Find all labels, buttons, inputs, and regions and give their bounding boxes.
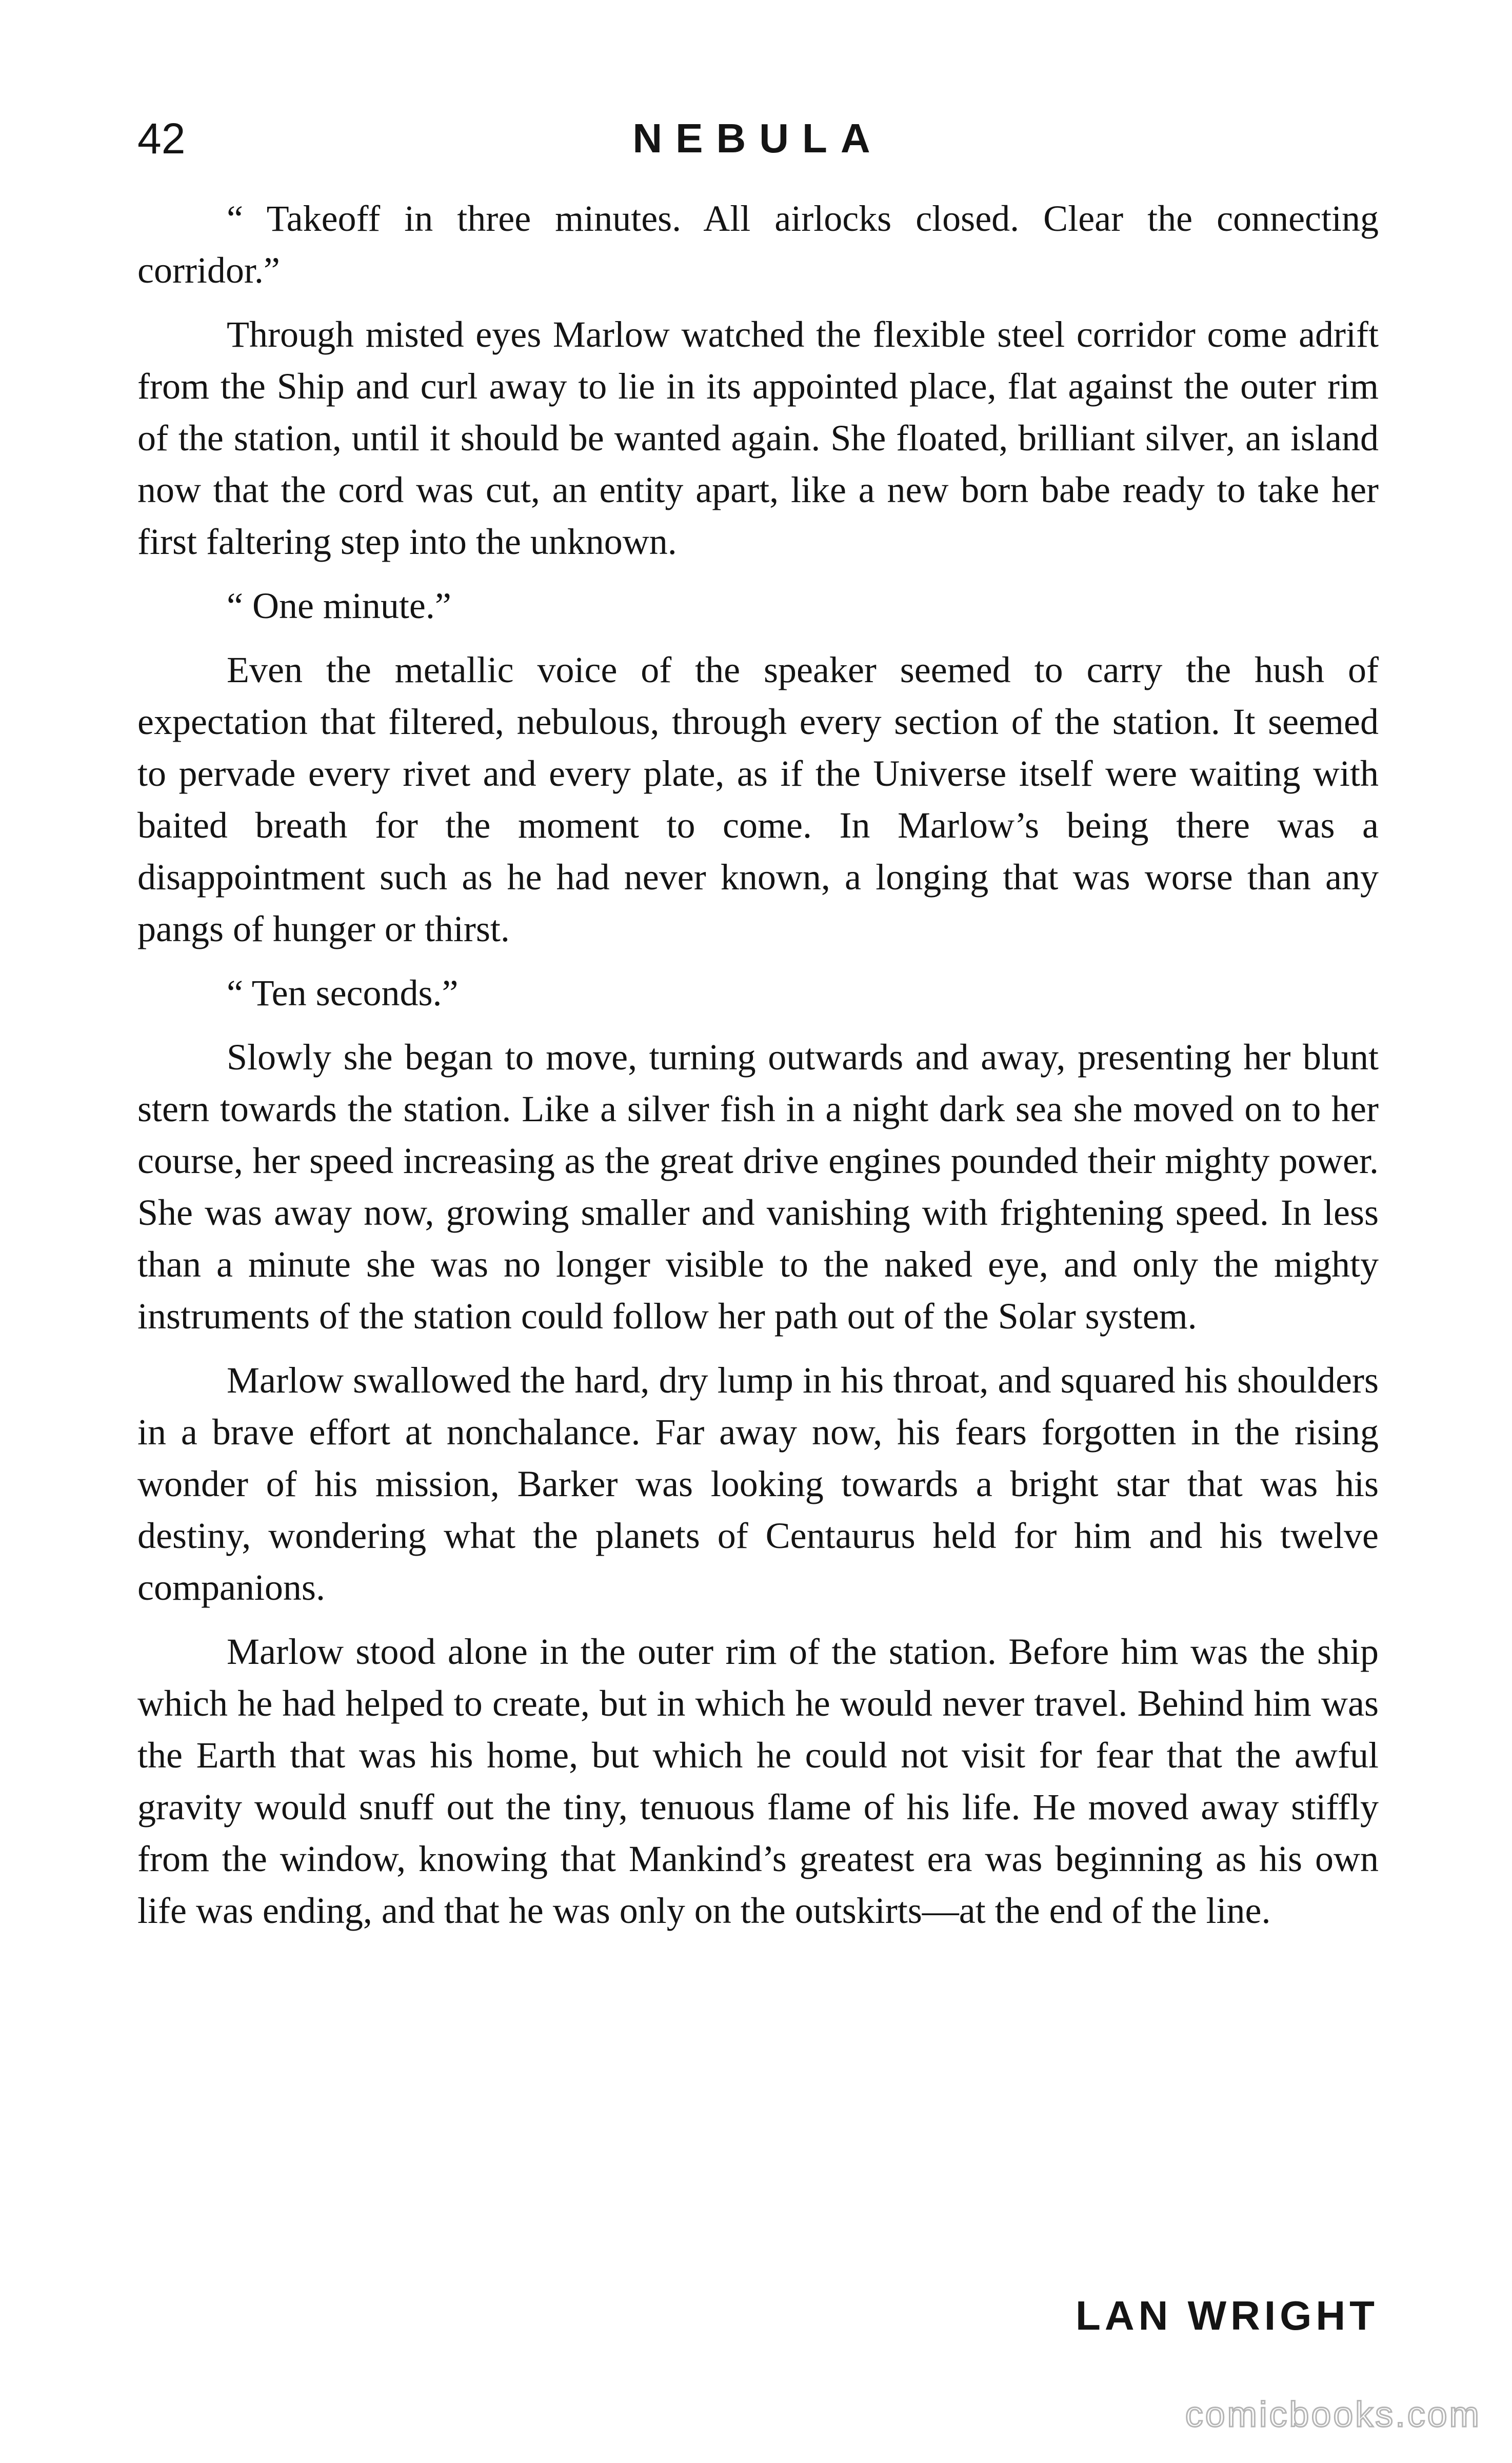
paragraph: Slowly she began to move, turning outwards and away, presenting her blunt stern towards the station. Like a silver fish in a night dark sea she moved on to her course, her speed increasing as the great drive engines pounded their mighty power. She was away now, growing smaller and vanishing with frightening speed. In less than a minute she was no longer visible to the naked eye, and only the mighty instruments of the station could follow her path out of the Solar system.	[137, 1037, 1379, 1337]
paragraph: “ One minute.”	[227, 585, 451, 626]
paragraph: “ Takeoff in three minutes. All airlocks closed. Clear the connecting corridor.”	[137, 198, 1379, 291]
story-text	[137, 193, 1379, 1949]
running-title: NEBULA	[632, 115, 884, 161]
author-byline: LAN WRIGHT	[1075, 2293, 1379, 2338]
paragraph: Marlow stood alone in the outer rim of the station. Before him was the ship which he had helped to create, but in which he would never travel. Behind him was the Earth that was his home, but which he could not visit for fear that the awful gravity would snuff out the tiny, tenuous flame of his life. He moved away stiffly from the window, knowing that Mankind’s greatest era was beginning as his own life was ending, and that he was only on the outskirts—at the end of the line.	[137, 1631, 1379, 1931]
paragraph: Marlow swallowed the hard, dry lump in his throat, and squared his shoulders in a brave effort at nonchalance. Far away now, his fears forgotten in the rising wonder of his mission, Barker was looking towards a bright star that was his destiny, wondering what the planets of Centaurus held for him and his twelve companions.	[137, 1360, 1379, 1608]
paragraph: Through misted eyes Marlow watched the flexible steel corridor come adrift from the Ship and curl away to lie in its appointed place, flat against the outer rim of the station, until it should be wanted again. She floated, brilliant silver, an island now that the cord was cut, an entity apart, like a new born babe ready to take her first faltering step into the unknown.	[137, 314, 1379, 562]
site-watermark: comicbooks.com	[1185, 2394, 1481, 2434]
paragraph: Even the metallic voice of the speaker seemed to carry the hush of expectation that filtered, nebulous, through every section of the station. It seemed to pervade every rivet and every plate, as if the Universe itself were waiting with baited breath for the moment to come. In Marlow’s being there was a disappointment such as he had never known, a longing that was worse than any pangs of hunger or thirst.	[137, 649, 1379, 949]
page-number: 42	[137, 114, 186, 163]
paragraph: “ Ten seconds.”	[227, 972, 459, 1014]
page-header	[137, 105, 1379, 172]
